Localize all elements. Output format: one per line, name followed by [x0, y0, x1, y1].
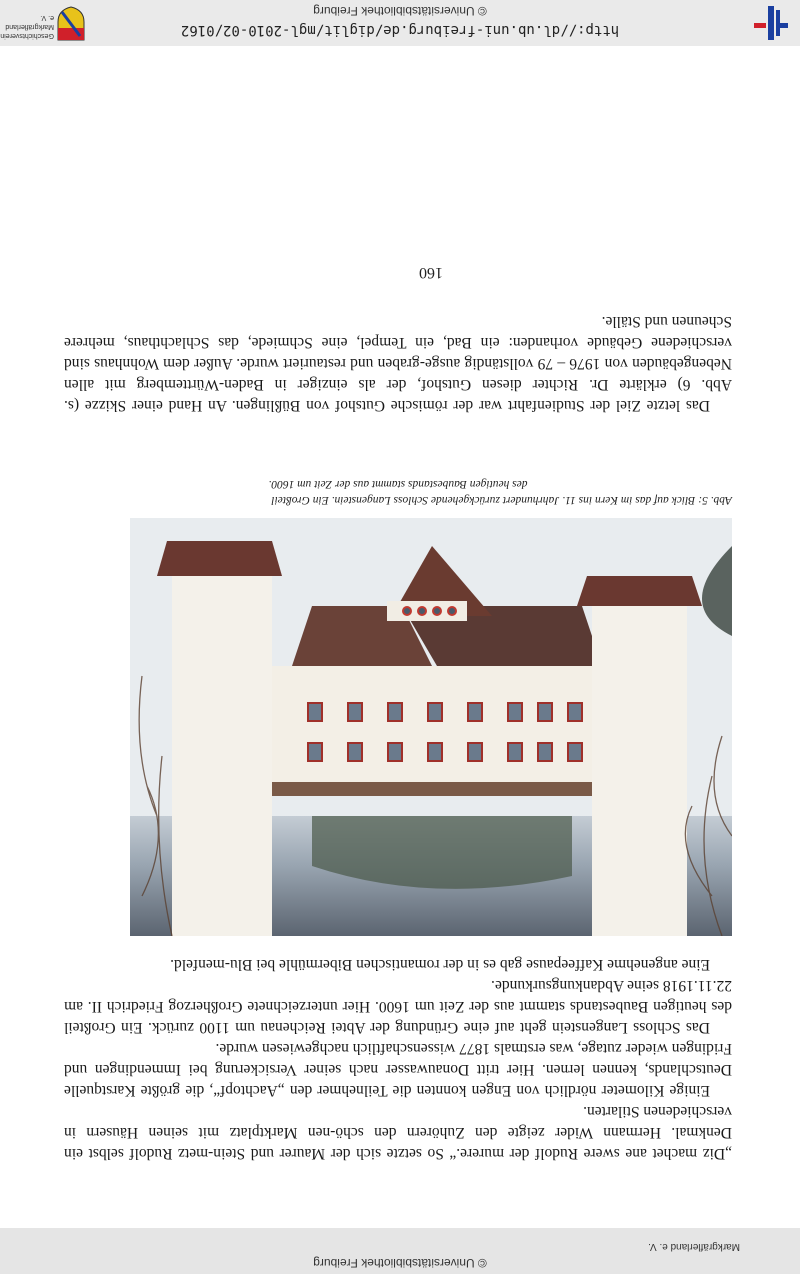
org-name-line2: Markgräflerland e. V.	[5, 14, 54, 30]
viewer-footer-bar	[0, 1228, 800, 1274]
viewer-header-bar	[0, 0, 800, 46]
org-name-line1: Geschichtsverein	[0, 32, 54, 39]
paragraph-1: „Diz machet ane swere Rudolf der murere.“ So setzte sich der Maurer und Stein-metz Rudolf selbst ein Denkmal. Hermann Wider zeigte den Zuhörern den schö-nen Marktplatz mit seinen Häusern in verschiedenen Stilarten.	[64, 1103, 732, 1162]
paragraph-3: Das Schloss Langenstein geht auf eine Gründung der Abtei Reichenau um 1100 zurück. Ein Großteil des heutigen Baubestands stammt aus der Zeit um 1600. Hier unterzeichnete Großherzog Friedrich II. am 22.11.1918 seine Abdankungsurkunde.	[64, 977, 732, 1036]
org-name	[0, 13, 54, 40]
header-copyright: © Universitätsbibliothek Freiburg	[313, 4, 487, 18]
crest-icon	[56, 6, 86, 42]
geschichtsverein-logo	[0, 4, 86, 42]
paragraph-2: Einige Kilometer nördlich von Engen konnten die Teilnehmer den „Aachtopf“, die größte Karstquelle Deutschlands, kennen lernen. Hier tritt Donauwasser nach seiner Versickerung bei Immendingen und Fridingen wieder zutage, was erstmals 1877 wissenschaftlich nachgewiesen wurde.	[64, 1040, 732, 1099]
document-page	[64, 263, 732, 1228]
castle-photo	[130, 518, 732, 936]
paragraph-5: Das letzte Ziel der Studienfahrt war der römische Gutshof von Büßlingen. An Hand einer Skizze (s. Abb. 6) erklärte Dr. Richter diesen Gutshof, der als einziger in Baden-Württemberg mit allen Nebengebäuden von 1976 – 79 vollständig ausge-graben und restauriert wurde. Außer dem Wohnhaus sind verschiedene Gebäude vorhanden: ein Bad, ein Tempel, eine Schmiede, das Schlachthaus, mehrere Scheunen und Ställe.	[64, 313, 732, 414]
footer-org: Markgräflerland e. V.	[648, 1241, 740, 1252]
document-url[interactable]: http://dl.ub.uni-freiburg.de/diglit/mgl-2010-02/0162	[180, 22, 620, 38]
figure-caption	[64, 476, 732, 508]
caption-line-2: des heutigen Baubestands stammt aus der Zeit um 1600.	[268, 478, 528, 490]
footer-copyright: © Universitätsbibliothek Freiburg	[313, 1256, 487, 1270]
paragraph-4: Eine angenehme Kaffeepause gab es in der romantischen Bibermühle bei Blu-menfeld.	[170, 956, 710, 973]
caption-line-1: Abb. 5: Blick auf das im Kern ins 11. Jahrhundert zurückgehende Schloss Langenstein. Ein Großteil	[271, 494, 732, 506]
castle-photo-illustration	[130, 518, 732, 936]
page-number: 160	[419, 264, 443, 281]
